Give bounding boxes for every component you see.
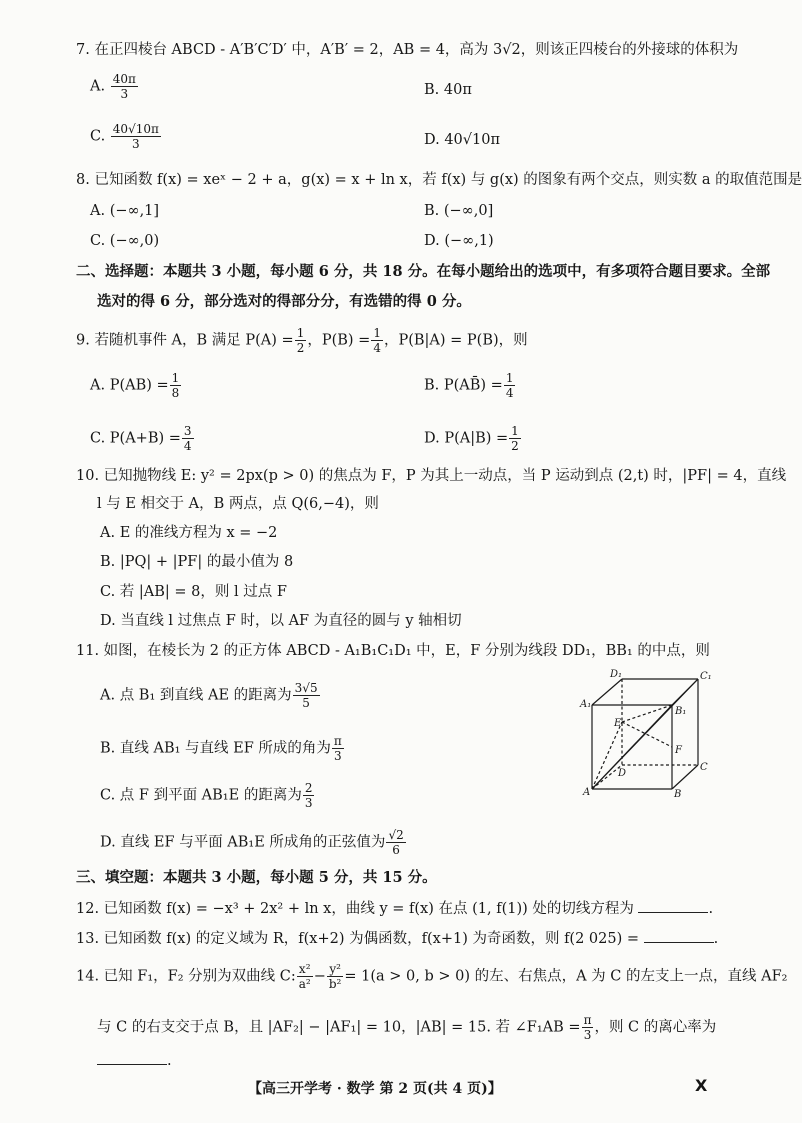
q8-option-c: C. (−∞,0) [90, 233, 160, 249]
q9-option-d-fraction [509, 424, 521, 453]
q14-answer-blank [97, 1050, 167, 1065]
q12-answer-blank [638, 898, 708, 913]
q9-stem-part-1: 9. 若随机事件 A，B 满足 P(A) = [76, 332, 294, 349]
q7-option-c-letter: C. [90, 128, 106, 145]
fraction-denominator: 4 [183, 439, 192, 453]
q14-minus: − [313, 968, 326, 985]
q11-option-b-lead: B. 直线 AB₁ 与直线 EF 所成的角为 [100, 740, 331, 757]
q7-stem: 7. 在正四棱台 ABCD - A′B′C′D′ 中，A′B′ = 2，AB = 4，高为 3√2，则该正四棱台的外接球的体积为 [76, 42, 739, 58]
q14-line-2-part-1: 与 C 的右支交于点 B，且 |AF₂| − |AF₁| = 10，|AB| = 15. 若 ∠F₁AB = [97, 1019, 581, 1036]
q14-x-fraction [297, 962, 313, 991]
q7-option-d: D. 40√10π [424, 132, 500, 148]
q11-option-a-fraction [293, 681, 320, 710]
q14-period: . [167, 1053, 172, 1069]
q9-option-d [424, 424, 522, 453]
fraction-numerator: 1 [511, 424, 519, 438]
q9-option-a-fraction [170, 371, 182, 400]
label-d1: D₁ [610, 669, 623, 680]
q9-option-d-lead: D. P(A|B) = [424, 430, 509, 447]
q13-answer-blank [644, 928, 714, 943]
fraction-numerator: 1 [505, 371, 514, 385]
label-e: E [614, 718, 622, 729]
section-3-heading: 三、填空题：本题共 3 小题，每小题 5 分，共 15 分。 [76, 869, 437, 886]
q7-option-c-fraction [111, 122, 161, 151]
q11-option-a [100, 681, 321, 710]
q9-pa-fraction [295, 326, 307, 355]
q11-option-d-fraction [386, 828, 405, 857]
section-2-instructions: 选对的得 6 分，部分选对的得部分分，有选错的得 0 分。 [97, 293, 471, 310]
q14-line-1 [76, 962, 787, 991]
q9-stem [76, 326, 528, 355]
q9-option-c [90, 424, 195, 453]
q14-line-1-part-2: = 1(a > 0, b > 0) 的左、右焦点，A 为 C 的左支上一点，直线 AF₂ [344, 968, 788, 985]
q9-option-a-lead: A. P(AB) = [90, 377, 169, 394]
q14-line-1-part-1: 14. 已知 F₁，F₂ 分别为双曲线 C: [76, 968, 296, 985]
segment-a-c1 [592, 679, 698, 789]
fraction-denominator: a² [298, 977, 311, 991]
fraction-denominator: b² [328, 977, 342, 991]
q7-option-c [90, 122, 162, 151]
q7-option-a-letter: A. [90, 78, 106, 95]
q9-stem-part-3: ，P(B|A) = P(B)，则 [383, 332, 528, 349]
q11-option-b-fraction [332, 734, 344, 763]
q11-option-c [100, 781, 315, 810]
fraction-denominator: 6 [392, 843, 400, 857]
version-mark: X [695, 1076, 708, 1095]
q8-option-d: D. (−∞,1) [424, 233, 494, 249]
q7-option-a-fraction [111, 72, 138, 101]
q10-option-b: B. |PQ| + |PF| 的最小值为 8 [100, 554, 294, 570]
edge-b-c [672, 765, 698, 789]
fraction-denominator: 8 [171, 386, 180, 400]
q8-option-a: A. (−∞,1] [90, 203, 160, 219]
fraction-denominator: 2 [511, 439, 519, 453]
q14-line-2-part-2: ，则 C 的离心率为 [594, 1019, 717, 1036]
fraction-denominator: 2 [296, 341, 305, 355]
fraction-numerator: 40π [112, 72, 136, 86]
q9-pb-fraction [371, 326, 383, 355]
q10-stem-line-1: 10. 已知抛物线 E: y² = 2px(p > 0) 的焦点为 F，P 为其上一动点，当 P 运动到点 (2,t) 时，|PF| = 4，直线 [76, 468, 787, 484]
q13-text: 13. 已知函数 f(x) 的定义域为 R，f(x+2) 为偶函数，f(x+1) 为奇函数，则 f(2 025) = [76, 931, 640, 947]
q9-option-c-lead: C. P(A+B) = [90, 430, 181, 447]
fraction-numerator: 40√10π [112, 122, 159, 136]
q12-text: 12. 已知函数 f(x) = −x³ + 2x² + ln x，曲线 y = f(x) 在点 (1, f(1)) 处的切线方程为 [76, 901, 634, 917]
q14-line-3 [97, 1050, 172, 1071]
q11-option-c-lead: C. 点 F 到平面 AB₁E 的距离为 [100, 787, 302, 804]
q11-option-c-fraction [303, 781, 315, 810]
fraction-denominator: 4 [505, 386, 514, 400]
fraction-numerator: x² [298, 962, 311, 976]
label-c1: C₁ [700, 671, 712, 682]
q14-y-fraction [327, 962, 344, 991]
q11-option-d [100, 828, 407, 857]
q14-line-2 [97, 1013, 716, 1042]
q13-period: . [713, 931, 719, 947]
fraction-denominator: 3 [583, 1028, 592, 1042]
q11-option-d-lead: D. 直线 EF 与平面 AB₁E 所成角的正弦值为 [100, 834, 386, 851]
fraction-numerator: √2 [388, 828, 404, 842]
q9-option-a [90, 371, 182, 400]
q9-option-c-fraction [182, 424, 194, 453]
q13-stem [76, 928, 718, 949]
fraction-numerator: 1 [373, 326, 381, 340]
fraction-denominator: 5 [302, 696, 310, 710]
fraction-numerator: y² [329, 962, 341, 976]
edge-a1-d1 [592, 679, 622, 705]
fraction-numerator: 3√5 [294, 681, 318, 695]
fraction-numerator: 1 [296, 326, 305, 340]
fraction-denominator: 4 [373, 341, 381, 355]
label-a1: A₁ [580, 699, 592, 710]
page-footer: 【高三开学考 · 数学 第 2 页(共 4 页)】 [248, 1081, 502, 1097]
q10-stem-line-2: l 与 E 相交于 A，B 两点，点 Q(6,−4)，则 [97, 496, 379, 512]
q12-period: . [708, 901, 714, 917]
q10-option-a: A. E 的准线方程为 x = −2 [100, 525, 278, 541]
q9-option-b-fraction [504, 371, 516, 400]
q8-option-b: B. (−∞,0] [424, 203, 494, 219]
q7-option-b: B. 40π [424, 82, 472, 98]
q8-stem: 8. 已知函数 f(x) = xeˣ − 2 + a，g(x) = x + ln x，若 f(x) 与 g(x) 的图象有两个交点，则实数 a 的取值范围是 [76, 172, 802, 188]
fraction-denominator: 3 [132, 137, 140, 151]
fraction-numerator: 2 [304, 781, 313, 795]
fraction-denominator: 3 [334, 749, 342, 763]
q9-stem-part-2: ，P(B) = [307, 332, 371, 349]
q10-option-c: C. 若 |AB| = 8，则 l 过点 F [100, 584, 287, 600]
segment-e-f [622, 722, 672, 747]
label-b1: B₁ [675, 706, 687, 717]
q12-stem [76, 898, 713, 919]
label-c: C [700, 762, 708, 773]
label-b: B [674, 789, 682, 800]
label-d: D [618, 768, 627, 779]
q9-option-b-lead: B. P(AB̄) = [424, 377, 503, 394]
fraction-numerator: π [333, 734, 342, 748]
fraction-numerator: π [583, 1013, 592, 1027]
q11-option-a-lead: A. 点 B₁ 到直线 AE 的距离为 [100, 687, 292, 704]
fraction-numerator: 1 [171, 371, 180, 385]
q14-angle-fraction [582, 1013, 594, 1042]
q11-stem: 11. 如图，在棱长为 2 的正方体 ABCD - A₁B₁C₁D₁ 中，E，F 分别为线段 DD₁，BB₁ 的中点，则 [76, 643, 710, 659]
fraction-denominator: 3 [120, 87, 129, 101]
section-2-heading: 二、选择题：本题共 3 小题，每小题 6 分，共 18 分。在每小题给出的选项中，有多项符合题目要求。全部 [76, 263, 771, 280]
fraction-denominator: 3 [304, 796, 313, 810]
label-a: A [583, 787, 591, 798]
q7-option-a [90, 72, 139, 101]
q10-option-d: D. 当直线 l 过焦点 F 时，以 AF 为直径的圆与 y 轴相切 [100, 613, 462, 629]
q11-option-b [100, 734, 345, 763]
fraction-numerator: 3 [183, 424, 192, 438]
label-f: F [675, 745, 682, 756]
cube-figure [580, 665, 712, 800]
q9-option-b [424, 371, 516, 400]
